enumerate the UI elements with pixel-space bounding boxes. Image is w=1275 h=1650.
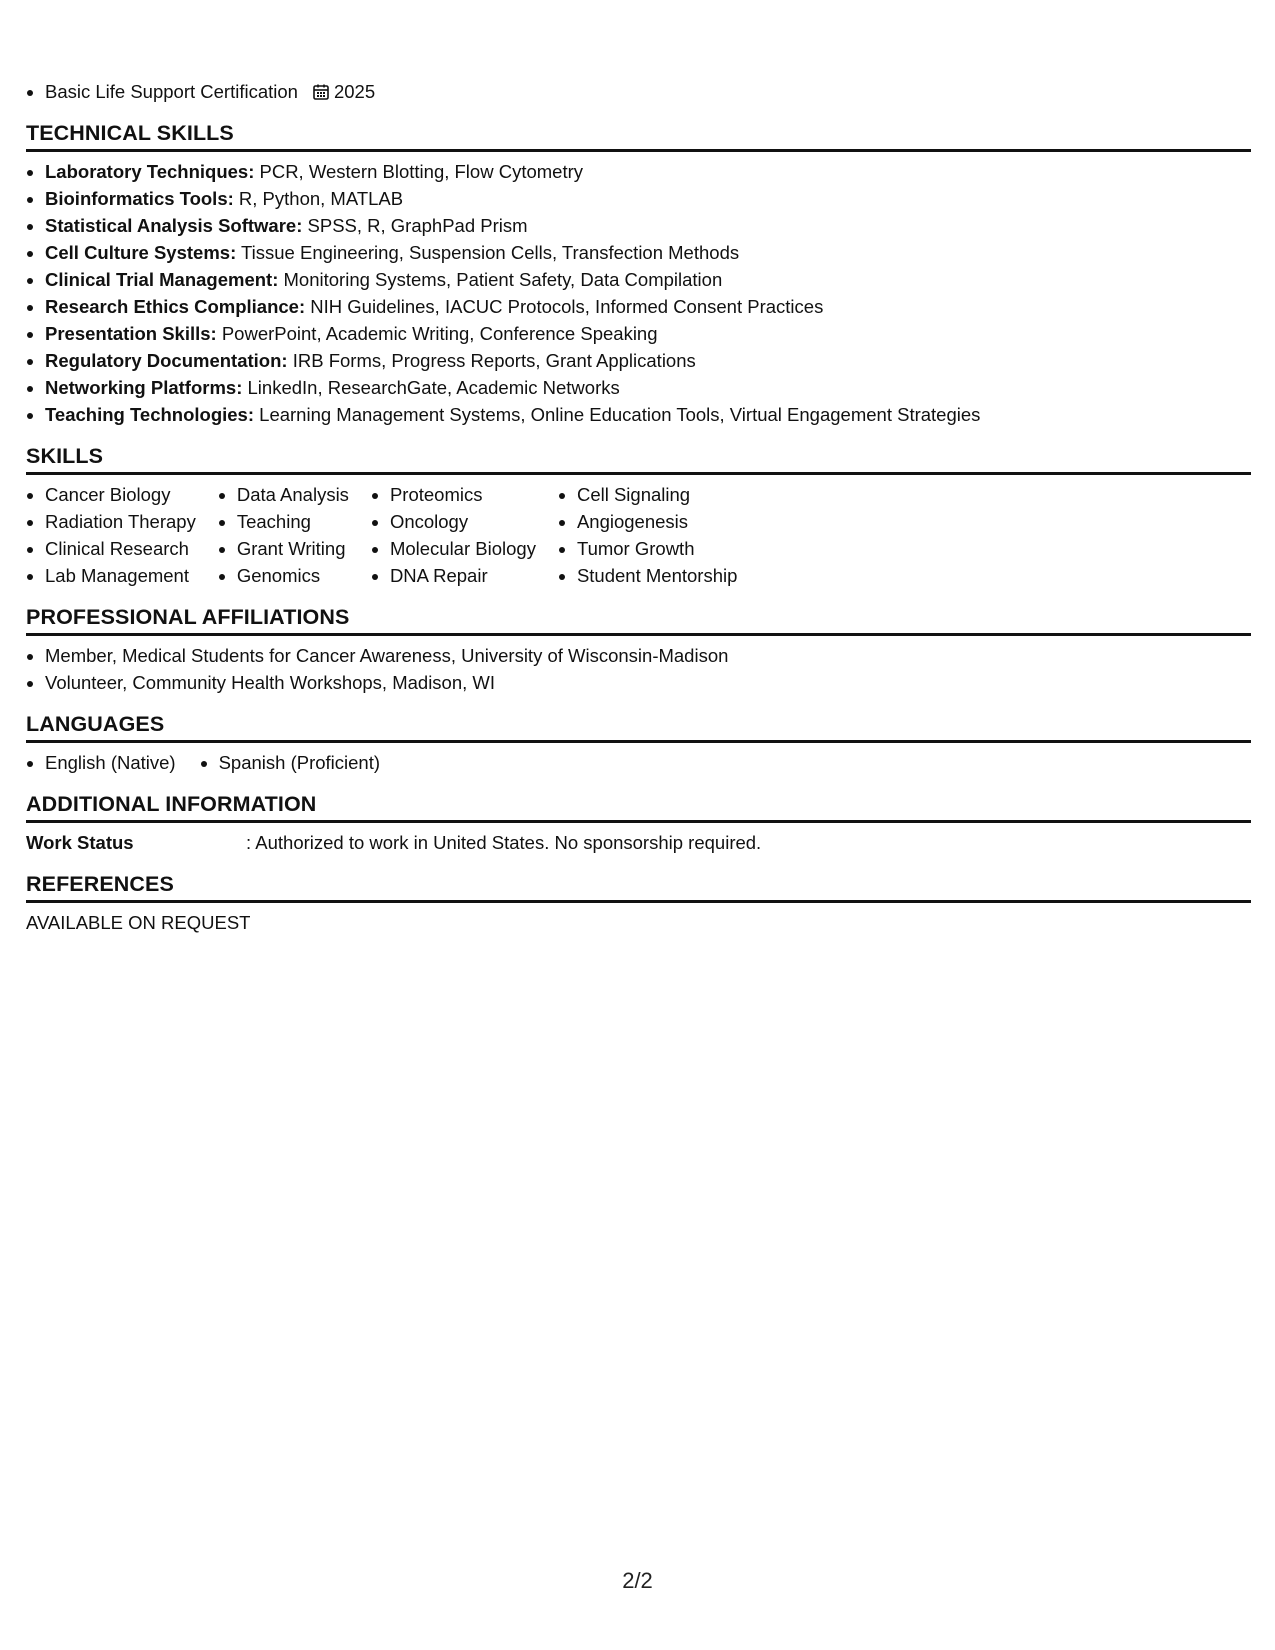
skill-category-value: Learning Management Systems, Online Education Tools, Virtual Engagement Strategies <box>259 404 981 425</box>
skill-item: Data Analysis <box>218 481 349 508</box>
affiliations-section <box>26 603 1251 696</box>
skill-item: DNA Repair <box>371 562 536 589</box>
references-section <box>26 870 1251 936</box>
affiliation-item: Member, Medical Students for Cancer Awareness, University of Wisconsin-Madison <box>26 642 1251 669</box>
skill-item: Grant Writing <box>218 535 349 562</box>
skill-category-label: Networking Platforms: <box>45 377 243 398</box>
skill-category-value: PowerPoint, Academic Writing, Conference Speaking <box>221 323 658 344</box>
skill-category-value: PCR, Western Blotting, Flow Cytometry <box>259 161 583 182</box>
languages-heading: LANGUAGES <box>26 710 1251 743</box>
technical-skills-section <box>26 119 1251 428</box>
skill-item: Tumor Growth <box>558 535 737 562</box>
skills-column <box>371 481 536 589</box>
affiliation-item: Volunteer, Community Health Workshops, Madison, WI <box>26 669 1251 696</box>
technical-skill-item <box>26 401 1251 428</box>
work-status-value: : Authorized to work in United States. No sponsorship required. <box>246 832 762 853</box>
skill-category-value: IRB Forms, Progress Reports, Grant Applications <box>292 350 696 371</box>
technical-skill-item <box>26 185 1251 212</box>
languages-section <box>26 710 1251 776</box>
skill-item: Cancer Biology <box>26 481 196 508</box>
certification-list <box>26 78 1251 105</box>
technical-skill-item <box>26 293 1251 320</box>
references-text: AVAILABLE ON REQUEST <box>26 912 251 933</box>
skill-category-value: NIH Guidelines, IACUC Protocols, Informed Consent Practices <box>310 296 824 317</box>
skill-item: Molecular Biology <box>371 535 536 562</box>
skills-column <box>26 481 196 589</box>
skill-category-label: Clinical Trial Management: <box>45 269 279 290</box>
certification-year: 2025 <box>333 81 376 102</box>
skill-item: Oncology <box>371 508 536 535</box>
skills-heading: SKILLS <box>26 442 1251 475</box>
skills-column <box>218 481 349 589</box>
skill-category-value: Tissue Engineering, Suspension Cells, Transfection Methods <box>241 242 740 263</box>
skill-category-value: R, Python, MATLAB <box>238 188 404 209</box>
skill-item: Student Mentorship <box>558 562 737 589</box>
skill-category-label: Presentation Skills: <box>45 323 217 344</box>
skill-item: Radiation Therapy <box>26 508 196 535</box>
work-status-label: Work Status <box>26 832 134 853</box>
skills-column <box>558 481 737 589</box>
resume-page <box>26 78 1251 936</box>
skill-item: Proteomics <box>371 481 536 508</box>
technical-skills-heading: TECHNICAL SKILLS <box>26 119 1251 152</box>
skill-category-label: Laboratory Techniques: <box>45 161 255 182</box>
skill-item: Angiogenesis <box>558 508 737 535</box>
skill-item: Lab Management <box>26 562 196 589</box>
certification-name: Basic Life Support Certification <box>45 81 298 102</box>
technical-skill-item <box>26 374 1251 401</box>
calendar-icon <box>312 83 330 101</box>
page-number: 2/2 <box>622 1568 653 1593</box>
skill-category-label: Statistical Analysis Software: <box>45 215 303 236</box>
technical-skill-item <box>26 239 1251 266</box>
affiliations-list <box>26 642 1251 696</box>
additional-information-heading: ADDITIONAL INFORMATION <box>26 790 1251 823</box>
skill-category-value: LinkedIn, ResearchGate, Academic Networks <box>247 377 620 398</box>
skill-item: Cell Signaling <box>558 481 737 508</box>
technical-skill-item <box>26 158 1251 185</box>
skill-category-label: Research Ethics Compliance: <box>45 296 306 317</box>
skill-category-value: SPSS, R, GraphPad Prism <box>307 215 528 236</box>
technical-skill-item <box>26 266 1251 293</box>
technical-skill-item <box>26 347 1251 374</box>
skill-category-label: Bioinformatics Tools: <box>45 188 234 209</box>
skill-category-label: Regulatory Documentation: <box>45 350 288 371</box>
skill-category-label: Teaching Technologies: <box>45 404 255 425</box>
certification-item <box>26 78 1251 105</box>
affiliations-heading: PROFESSIONAL AFFILIATIONS <box>26 603 1251 636</box>
skill-category-value: Monitoring Systems, Patient Safety, Data Compilation <box>283 269 723 290</box>
language-item: Spanish (Proficient) <box>200 749 380 776</box>
languages-list <box>26 749 1251 776</box>
skills-grid <box>26 481 1251 589</box>
skill-item: Clinical Research <box>26 535 196 562</box>
language-item: English (Native) <box>26 749 176 776</box>
additional-information-section <box>26 790 1251 856</box>
skill-category-label: Cell Culture Systems: <box>45 242 237 263</box>
work-status-row <box>26 829 1251 856</box>
skill-item: Teaching <box>218 508 349 535</box>
technical-skills-list <box>26 158 1251 428</box>
references-heading: REFERENCES <box>26 870 1251 903</box>
technical-skill-item <box>26 320 1251 347</box>
technical-skill-item <box>26 212 1251 239</box>
skills-section <box>26 442 1251 589</box>
skill-item: Genomics <box>218 562 349 589</box>
